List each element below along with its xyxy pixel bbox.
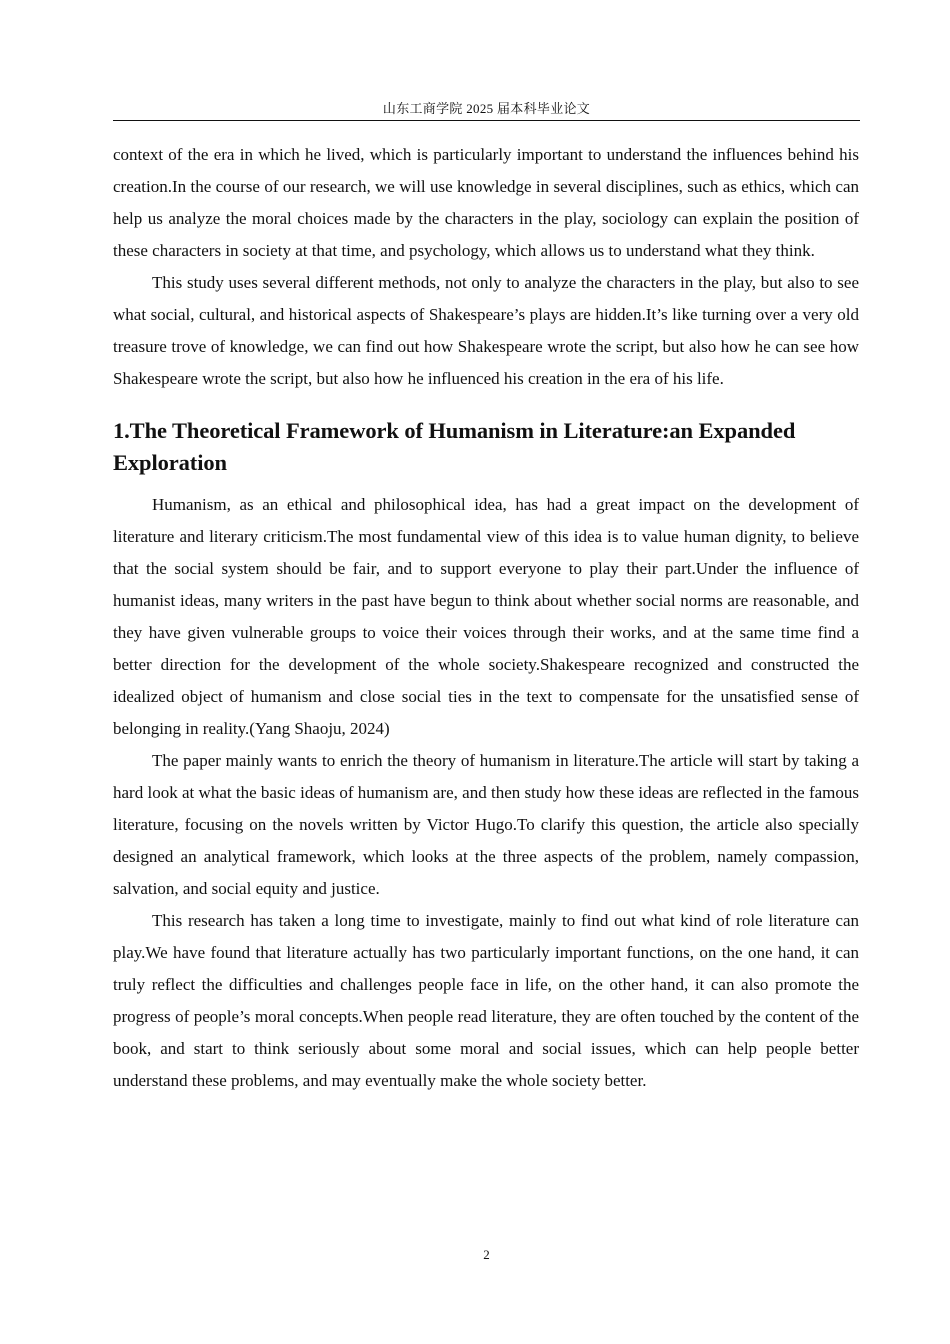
section-heading: 1.The Theoretical Framework of Humanism in Literature:an Expanded Exploration (113, 418, 796, 475)
paragraph: Humanism, as an ethical and philosophical idea, has had a great impact on the development of literature and literary criticism.The most fundamental view of this idea is to value human dignity, to believe that the social system should be fair, and to support everyone to play their part.Under the influence of humanist ideas, many writers in the past have begun to think about whether social norms are reasonable, and they have given vulnerable groups to voice their voices through their works, and at the same time find a better direction for the development of the whole society.Shakespeare recognized and constructed the idealized object of humanism and close social ties in the text to compensate for the unsatisfied sense of belonging in reality.(Yang Shaoju, 2024) (113, 495, 859, 738)
header-rule (113, 120, 860, 121)
paragraph: This research has taken a long time to investigate, mainly to find out what kind of role literature can play.We have found that literature actually has two particularly important functions, on the one hand, it can truly reflect the difficulties and challenges people face in life, on the other hand, it can also promote the progress of people’s moral concepts.When people read literature, they are often touched by the content of the book, and start to think seriously about some moral and social issues, which can help people better understand these problems, and may eventually make the whole society better. (113, 911, 859, 1090)
page-body (113, 139, 859, 1097)
page-number: 2 (483, 1247, 490, 1262)
paragraph-continuation: context of the era in which he lived, which is particularly important to understand the influences behind his creation.In the course of our research, we will use knowledge in several disciplines, such as ethics, which can help us analyze the moral choices made by the characters in the play, sociology can explain the position of these characters in society at that time, and psychology, which allows us to understand what they think. (113, 145, 859, 260)
paragraph: This study uses several different methods, not only to analyze the characters in the play, but also to see what social, cultural, and historical aspects of Shakespeare’s plays are hidden.It’s like turning over a very old treasure trove of knowledge, we can find out how Shakespeare wrote the script, but also how he can see how Shakespeare wrote the script, but also how he influenced his creation in the era of his life. (113, 273, 859, 388)
running-header: 山东工商学院 2025 届本科毕业论文 (382, 101, 591, 116)
paragraph: The paper mainly wants to enrich the theory of humanism in literature.The article will start by taking a hard look at what the basic ideas of humanism are, and then study how these ideas are reflected in the famous literature, focusing on the novels written by Victor Hugo.To clarify this question, the article also specially designed an analytical framework, which looks at the three aspects of the problem, namely compassion, salvation, and social equity and justice. (113, 751, 859, 898)
